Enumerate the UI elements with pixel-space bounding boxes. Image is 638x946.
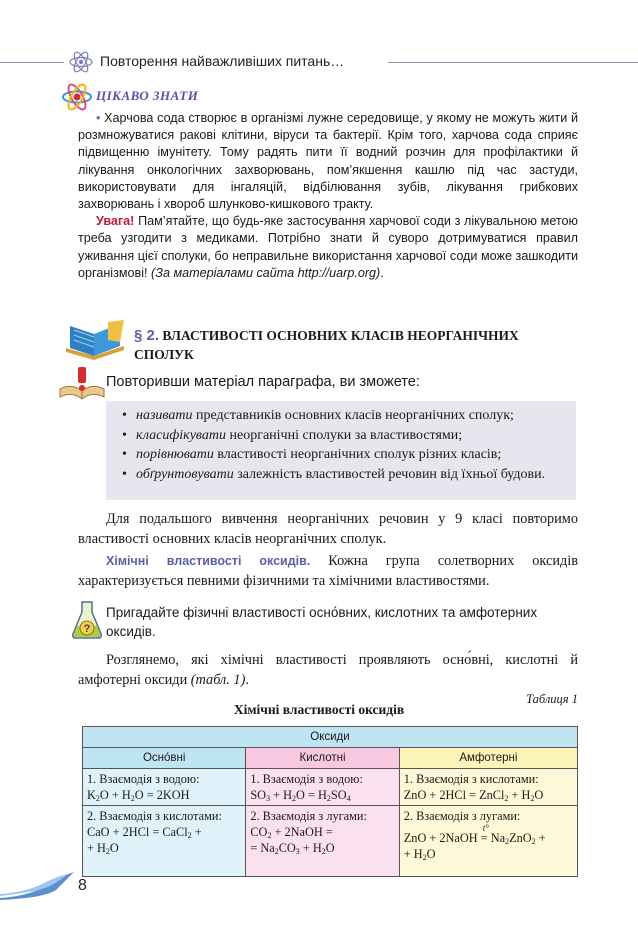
col-header-basic: Осно́вні — [83, 748, 246, 769]
table-cell — [246, 769, 399, 806]
table-row — [83, 806, 578, 877]
reaction-equation: $CO_2$ + 2NaOH = = $Na_2CO_3 + H_2O$ — [250, 825, 335, 856]
goal-verb: класифікувати — [136, 427, 227, 443]
body-paragraph-2 — [78, 551, 578, 591]
run-in-heading: Хімічні властивості оксидів. — [106, 554, 311, 568]
interesting-label: ЦІКАВО ЗНАТИ — [96, 88, 199, 103]
running-header-title: Повторення найважливіших питань… — [100, 53, 345, 69]
goal-verb: називати — [136, 408, 193, 423]
table-header-oxides: Оксиди — [83, 727, 578, 748]
header-rule-right — [388, 62, 638, 63]
paragraph-period: . — [245, 672, 249, 688]
goal-text: представників основних класів неорганічних сполук; — [192, 408, 514, 423]
reaction-equation: ZnO + 2NaOH t° = $Na_2ZnO_2$ + + $H_2O$ — [404, 830, 573, 862]
question-flask-icon — [70, 600, 104, 640]
reaction-equation: $SO_3 + H_2O = H_2SO_4$ — [250, 788, 351, 803]
reaction-equation: $K_2O + H_2O = 2KOH$ — [87, 788, 190, 803]
col-header-amphoteric: Амфотерні — [399, 748, 577, 769]
list-item — [122, 406, 566, 426]
exclamation-book-icon — [58, 367, 106, 401]
section-heading — [134, 326, 574, 364]
book-icon — [62, 320, 128, 360]
paragraph-text: Для подальшого вивчення неорганічних речовин у 9 класі повторимо властивості основних класів неорганічних сполук. — [78, 511, 578, 547]
wave-decoration-icon — [0, 870, 76, 900]
goal-text: залежність властивостей речовин від їхньої будови. — [233, 466, 546, 482]
goal-verb: порівнювати — [136, 447, 214, 462]
atom-icon — [60, 80, 94, 114]
reaction-equation: CaO + 2HCl = CaCl$_2$ + + $H_2O$ — [87, 825, 202, 856]
paragraph-text: Кожна група солетворних оксидів характеризується певними фізичними та хімічними властивостями. — [78, 553, 578, 589]
cell-title: 1. Взаємодія з кислотами: — [403, 772, 539, 786]
cell-title: 2. Взаємодія з лугами: — [250, 809, 367, 823]
cell-title: 2. Взаємодія з лугами: — [403, 809, 521, 823]
cell-title: 1. Взаємодія з водою: — [250, 772, 363, 786]
table-cell — [246, 806, 399, 877]
list-item — [122, 445, 566, 465]
list-item — [122, 465, 566, 485]
goal-text: неорганічні сполуки за властивостями; — [226, 427, 463, 443]
table-cell — [399, 769, 577, 806]
paragraph-text: Розглянемо, які хімічні властивості проявляють осно́вні, кислотні й амфотерні оксиди — [78, 652, 578, 688]
table-reference: (табл. 1) — [190, 672, 246, 688]
bullet-marker: • — [96, 111, 101, 125]
temperature-mark: t° — [482, 823, 489, 833]
interesting-text — [78, 110, 578, 282]
goals-list — [106, 401, 576, 484]
warning-label: Увага! — [96, 214, 135, 229]
interesting-paragraph-2: Пам’ятайте, що будь-яке застосування харчової соди з лікувальною метою треба узгодити з медиками. Потрібно знати й суворо дотримуватися правил уживання цієї сполуки, бо неправильне використання харчової соди може зашкодити організмові! — [78, 214, 578, 280]
body-paragraph-1 — [78, 509, 578, 549]
heat-equals: t° = — [481, 830, 488, 846]
page-number: 8 — [78, 877, 87, 894]
table-cell — [83, 769, 246, 806]
goal-verb: обґрунтовувати — [136, 466, 234, 482]
recall-prompt: Пригадайте фізичні властивості осно́вних, кислотних та амфотерних оксидів. — [106, 605, 538, 639]
interesting-paragraph-1: Харчова сода створює в організмі лужне середовище, у якому не можуть жити й розмножуватися ракові клітини, віруси та бактерії. Крім того, харчова сода сприяє підвищенню імунітету. Тому радять пити її водний розчин для профілактики й лікування онкологічних захворювань, пом’якшення кашлю під час застуди, використовувати для інгаляцій, відбілювання зубів, лікування грибкових захворювань і хвороб шлунково-кишкового тракту. — [78, 111, 579, 212]
table-cell — [83, 806, 246, 877]
cell-title: 2. Взаємодія з кислотами: — [87, 809, 222, 823]
section-number: § 2. — [134, 327, 160, 344]
goal-text: властивості неорганічних сполук різних класів; — [213, 447, 502, 462]
table-label: Таблиця 1 — [526, 692, 578, 706]
col-header-acidic: Кислотні — [246, 748, 399, 769]
source-citation: (За матеріалами сайта http://uarp.org) — [151, 265, 381, 280]
source-period: . — [380, 265, 384, 280]
section-title: ВЛАСТИВОСТІ ОСНОВНИХ КЛАСІВ НЕОРГАНІЧНИХ СПОЛУК — [134, 328, 519, 362]
body-paragraph-3 — [78, 650, 578, 690]
table-title: Хімічні властивості оксидів — [233, 702, 405, 717]
reaction-equation: ZnO + 2HCl = ZnCl$_2$ + $H_2O$ — [403, 788, 544, 803]
svg-text:?: ? — [83, 623, 91, 635]
oxides-table — [82, 726, 578, 877]
list-item — [122, 426, 566, 446]
atom-icon — [68, 50, 94, 74]
cell-title: 1. Взаємодія з водою: — [87, 772, 200, 786]
header-rule-left — [0, 62, 64, 63]
goals-box — [106, 401, 576, 500]
table-row — [83, 769, 578, 806]
goals-intro: Повторивши матеріал параграфа, ви зможете: — [106, 374, 420, 390]
table-cell — [399, 806, 577, 877]
